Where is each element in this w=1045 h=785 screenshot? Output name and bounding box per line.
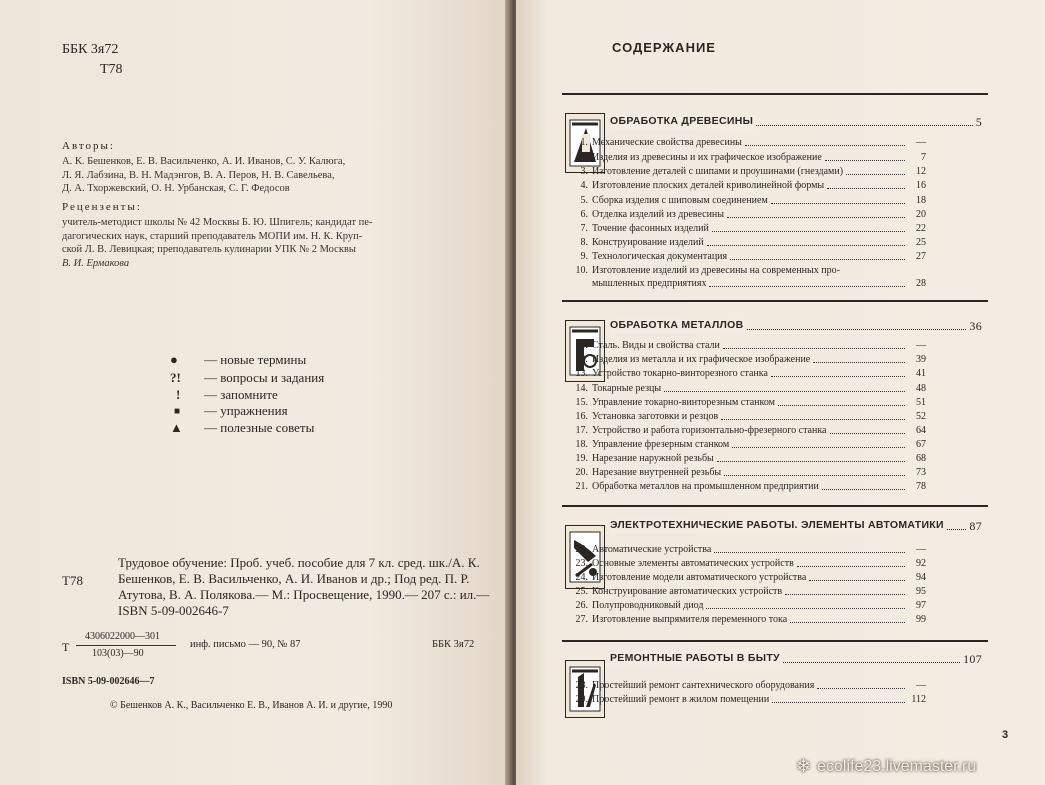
item-page: 52: [916, 411, 926, 422]
code-letter: Т: [62, 640, 70, 654]
section-page: 87: [966, 519, 982, 534]
dot-leader: [772, 694, 905, 703]
toc-item: [572, 237, 926, 249]
dot-leader: [709, 278, 905, 287]
legend-label: — запомните: [204, 387, 278, 402]
dot-leader: [727, 209, 905, 218]
authors-line: Л. Я. Лабзина, В. Н. Мадэнгов, В. А. Перов, Н. В. Савельева,: [62, 169, 335, 181]
toc-item: [572, 209, 926, 221]
dot-leader: [809, 572, 905, 581]
section-page: 107: [960, 652, 982, 667]
item-title: Изделия из древесины и их графическое изображение: [592, 152, 822, 163]
item-number: 6.: [580, 209, 588, 220]
item-page: 51: [916, 397, 926, 408]
legend-item-exercises: [170, 403, 288, 419]
item-page: 64: [916, 425, 926, 436]
section-rule: [562, 640, 988, 642]
toc-item: [572, 481, 926, 493]
item-title: Изготовление плоских деталей криволинейной формы: [592, 180, 825, 191]
legend-item-tips: [170, 420, 314, 436]
item-title: мышленных предприятиях: [592, 278, 707, 289]
reviewers-list: [62, 216, 372, 270]
item-number: 7.: [580, 223, 588, 234]
dot-leader: [745, 137, 905, 146]
dot-leader: [723, 340, 905, 349]
toc-item: [572, 411, 926, 423]
item-page: 20: [916, 209, 926, 220]
code-numerator: 4306022000—301: [85, 631, 160, 642]
toc-item: [572, 137, 926, 149]
toc-item: [572, 614, 926, 626]
left-page: [0, 0, 512, 785]
item-title: Точение фасонных изделий: [592, 223, 709, 234]
section-rule: [562, 93, 988, 95]
item-title: Технологическая документация: [592, 251, 728, 262]
dot-leader: [747, 319, 967, 330]
item-page: 94: [916, 572, 926, 583]
bibliographic-description: Трудовое обучение: Проб. учеб. пособие для 7 кл. сред. шк./А. К. Бешенков, Е. В. Васильченко, А. И. Иванов и др.; Под ред. П. Р. Атутова, В. А. Полякова.— М.: Просвещение, 1990.— 207 с.: ил.— ISBN 5-09-002646-7: [118, 555, 490, 618]
item-number: 5.: [580, 195, 588, 206]
item-number: 29.: [575, 694, 588, 705]
dot-leader: [664, 383, 905, 392]
watermark: [796, 756, 976, 777]
section-title: ОБРАБОТКА МЕТАЛЛОВ: [610, 319, 747, 334]
item-title: Основные элементы автоматических устройств: [592, 558, 794, 569]
dot-leader: [706, 600, 905, 609]
item-title: Механические свойства древесины: [592, 137, 742, 148]
bibliographic-index: Т78: [62, 573, 83, 588]
item-number: 21.: [575, 481, 588, 492]
dot-leader: [717, 453, 905, 462]
item-number: 3.: [580, 166, 588, 177]
item-number: 16.: [575, 411, 588, 422]
section-page: 36: [966, 319, 982, 334]
item-number: 26.: [575, 600, 588, 611]
item-title: Нарезание наружной резьбы: [592, 453, 714, 464]
toc-item: [572, 383, 926, 395]
item-page: 12: [916, 166, 926, 177]
item-page: 41: [916, 368, 926, 379]
toc-item: [572, 439, 926, 451]
section-rule: [562, 300, 988, 302]
item-title: Изготовление деталей с шипами и проушинами (гнездами): [592, 166, 844, 177]
item-page: 99: [916, 614, 926, 625]
dot-leader: [813, 354, 905, 363]
item-title: Изготовление выпрямителя переменного тока: [592, 614, 788, 625]
toc-item: [572, 195, 926, 207]
question-exclamation-icon: ?!: [170, 370, 181, 385]
bbk-code: ББК 3я72: [62, 42, 119, 57]
toc-item: [572, 544, 926, 556]
item-title: Токарные резцы: [592, 383, 662, 394]
item-number: 13.: [575, 368, 588, 379]
filled-square-icon: ■: [174, 405, 181, 417]
item-number: 2.: [580, 152, 588, 163]
item-number: 4.: [580, 180, 588, 191]
legend-label: — упражнения: [204, 403, 288, 418]
bbk-code-bottom: ББК 3я72: [432, 639, 475, 650]
fraction-line: [76, 645, 176, 646]
item-number: 1.: [580, 137, 588, 148]
toc-item: [572, 180, 926, 192]
item-page: 7: [921, 152, 926, 163]
exclamation-icon: !: [176, 387, 181, 402]
section-page: 5: [973, 115, 982, 130]
authors-list: [62, 155, 345, 196]
authors-label: Авторы:: [62, 140, 115, 152]
watermark-text: ecolife23.livemaster.ru: [817, 757, 977, 775]
dot-leader: [721, 411, 905, 420]
letter-info: инф. письмо — 90, № 87: [190, 639, 301, 650]
section-heading: [610, 115, 982, 130]
item-page: 39: [916, 354, 926, 365]
legend-label: — полезные советы: [204, 420, 315, 435]
item-page: 22: [916, 223, 926, 234]
item-title: Обработка металлов на промышленном предприятии: [592, 481, 819, 492]
item-page: [840, 265, 858, 277]
item-number: 8.: [580, 237, 588, 248]
item-title: Сборка изделия с шиповым соединением: [592, 195, 768, 206]
snowflake-icon: ❄: [796, 756, 812, 776]
item-number: 18.: [575, 439, 588, 450]
toc-item: [572, 397, 926, 409]
item-number: 9.: [580, 251, 588, 262]
dot-leader: [707, 237, 905, 246]
item-number: 22.: [575, 544, 588, 555]
item-page: 68: [916, 453, 926, 464]
item-number: 27.: [575, 614, 588, 625]
item-title: Установка заготовки и резцов: [592, 411, 719, 422]
item-number: [572, 278, 592, 290]
section-rule: [562, 505, 988, 507]
toc-item: [572, 251, 926, 263]
dot-leader: [790, 614, 905, 623]
item-title: Изделия из металла и их графическое изображение: [592, 354, 811, 365]
item-title: Нарезание внутренней резьбы: [592, 467, 722, 478]
dot-leader: [947, 519, 967, 530]
item-page: 48: [916, 383, 926, 394]
item-page: 16: [916, 180, 926, 191]
item-page: 27: [916, 251, 926, 262]
item-page: 73: [916, 467, 926, 478]
copyright: © Бешенков А. К., Васильченко Е. В., Иванов А. И. и другие, 1990: [110, 700, 393, 711]
item-page: 78: [916, 481, 926, 492]
item-title: Сталь. Виды и свойства стали: [592, 340, 720, 351]
section-heading: [610, 319, 982, 334]
toc-item: [572, 586, 926, 598]
toc-item: [572, 600, 926, 612]
item-number: 12.: [575, 354, 588, 365]
authors-line: А. К. Бешенков, Е. В. Васильченко, А. И. Иванов, С. У. Калюга,: [62, 156, 346, 167]
isbn: ISBN 5-09-002646—7: [62, 676, 155, 687]
item-page: 97: [916, 600, 926, 611]
item-number: 28.: [575, 680, 588, 691]
item-title: Отделка изделий из древесины: [592, 209, 725, 220]
toc-item: [572, 558, 926, 570]
filled-triangle-icon: ▲: [170, 420, 183, 435]
item-title: Автоматические устройства: [592, 544, 712, 555]
item-page: 28: [916, 278, 926, 289]
item-page: —: [916, 680, 926, 691]
dot-leader: [732, 439, 905, 448]
item-number: 19.: [575, 453, 588, 464]
toc-item: [572, 152, 926, 164]
toc-item: [572, 368, 926, 380]
dot-leader: [783, 652, 960, 663]
reviewers-line: дагогических наук, старший преподаватель МОПИ им. Н. К. Круп-: [62, 230, 363, 242]
page-number: 3: [1002, 729, 1009, 741]
toc-item: [572, 166, 926, 178]
section-heading: [610, 652, 982, 667]
item-number: 25.: [575, 586, 588, 597]
reviewers-label: Рецензенты:: [62, 201, 142, 213]
toc-item: [572, 223, 926, 235]
toc-item: [572, 354, 926, 366]
dot-leader: [785, 586, 905, 595]
reviewers-line: ской Л. В. Левицкая; преподаватель кулинарии УПК № 2 Москвы: [62, 244, 356, 255]
section-title: ЭЛЕКТРОТЕХНИЧЕСКИЕ РАБОТЫ. ЭЛЕМЕНТЫ АВТОМАТИКИ: [610, 519, 947, 534]
item-title: Устройство и работа горизонтально-фрезерного станка: [592, 425, 827, 436]
item-page: 67: [916, 439, 926, 450]
item-title: Изготовление изделий из древесины на современных про-: [592, 265, 840, 276]
item-number: 20.: [575, 467, 588, 478]
dot-leader: [771, 368, 905, 377]
dot-leader: [730, 251, 905, 260]
dot-leader: [714, 544, 905, 553]
item-page: —: [916, 544, 926, 555]
dot-leader: [827, 180, 905, 189]
item-number: 15.: [575, 397, 588, 408]
item-page: 92: [916, 558, 926, 569]
dot-leader: [822, 481, 905, 490]
code-denominator: 103(03)—90: [92, 648, 144, 659]
toc-item: [572, 340, 926, 352]
dot-leader: [724, 467, 905, 476]
legend-label: — новые термины: [204, 352, 307, 367]
legend-item-new-terms: [170, 352, 306, 368]
section-title: ОБРАБОТКА ДРЕВЕСИНЫ: [610, 115, 756, 130]
reviewers-line: учитель-методист школы № 42 Москвы Б. Ю. Шпигель; кандидат пе-: [62, 217, 373, 228]
item-number: 17.: [575, 425, 588, 436]
legend-item-questions: [170, 370, 324, 386]
toc-title: СОДЕРЖАНИЕ: [612, 40, 716, 55]
item-title: Простейший ремонт сантехнического оборудования: [592, 680, 815, 691]
item-page: 25: [916, 237, 926, 248]
legend-label: — вопросы и задания: [204, 370, 325, 385]
section-title: РЕМОНТНЫЕ РАБОТЫ В БЫТУ: [610, 652, 783, 667]
toc-item: [572, 278, 926, 290]
item-number: 14.: [575, 383, 588, 394]
dot-leader: [817, 680, 905, 689]
item-page: 18: [916, 195, 926, 206]
toc-item: [572, 425, 926, 437]
dot-leader: [771, 195, 905, 204]
item-number: 23.: [575, 558, 588, 569]
dot-leader: [846, 166, 905, 175]
dot-leader: [756, 115, 973, 126]
section-heading: [610, 519, 982, 534]
item-page: 112: [911, 694, 926, 705]
item-title: Конструирование изделий: [592, 237, 704, 248]
toc-item: [572, 572, 926, 584]
item-page: —: [916, 340, 926, 351]
legend-item-remember: [170, 387, 278, 403]
dot-leader: [712, 223, 905, 232]
dot-leader: [797, 558, 905, 567]
dot-leader: [778, 397, 905, 406]
item-title: Устройство токарно-винторезного станка: [592, 368, 768, 379]
item-title: Управление фрезерным станком: [592, 439, 730, 450]
item-number: 10.: [575, 265, 588, 276]
item-page: 95: [916, 586, 926, 597]
reviewers-line: В. И. Ермакова: [62, 257, 130, 269]
dot-leader: [830, 425, 906, 434]
dot-leader: [825, 152, 905, 161]
item-title: Простейший ремонт в жилом помещении: [592, 694, 770, 705]
toc-item: [572, 680, 926, 692]
item-title: Полупроводниковый диод: [592, 600, 704, 611]
author-index: Т78: [100, 62, 123, 77]
item-number: 11.: [575, 340, 588, 351]
item-title: Изготовление модели автоматического устройства: [592, 572, 807, 583]
item-number: 24.: [575, 572, 588, 583]
item-page: —: [916, 137, 926, 148]
item-title: Конструирование автоматических устройств: [592, 586, 783, 597]
authors-line: Д. А. Тхоржевский, О. Н. Урбанская, С. Г. Федосов: [62, 183, 290, 194]
toc-item: [572, 453, 926, 465]
toc-item: [572, 467, 926, 479]
item-title: Управление токарно-винторезным станком: [592, 397, 775, 408]
filled-circle-icon: ●: [170, 352, 178, 367]
toc-item: [572, 694, 926, 706]
right-page: [516, 0, 1045, 785]
toc-item: [572, 265, 926, 277]
